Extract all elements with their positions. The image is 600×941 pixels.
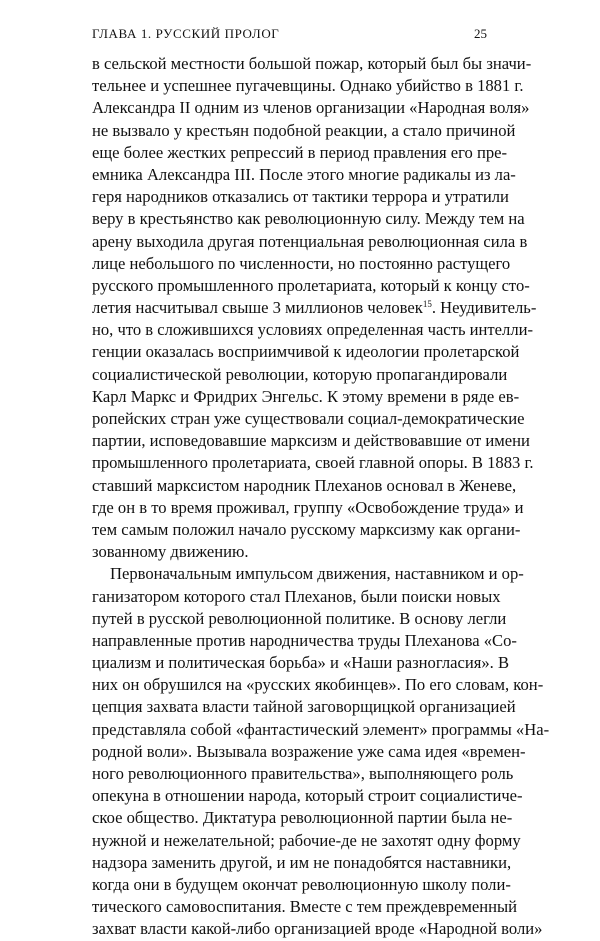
- text-line-with-footnote: [92, 297, 537, 319]
- text-line: опекуна в отношении народа, который строит социалистиче-: [92, 786, 523, 806]
- text-line: не вызвало у крестьян подобной реакции, а стало причиной: [92, 120, 516, 140]
- text-line: партии, исповедовавшие марксизм и действовавшие от имени: [92, 431, 530, 451]
- text-line: зованному движению.: [92, 542, 249, 562]
- paragraph-1: [92, 53, 537, 563]
- text-line: где он в то время проживал, группу «Освобождение труда» и: [92, 497, 524, 517]
- text-line: захват власти какой-либо организацией вроде «Народной воли»: [92, 919, 543, 939]
- text-line: представляла собой «фантастический элемент» программы «На-: [92, 719, 550, 739]
- text-line: промышленного пролетариата, своей главной опоры. В 1883 г.: [92, 453, 534, 473]
- text-line: ставший марксистом народник Плеханов основал в Женеве,: [92, 475, 517, 495]
- text-line: циализм и политическая борьба» и «Наши разногласия». В: [92, 653, 510, 673]
- text-line: русского промышленного пролетариата, который к концу сто-: [92, 275, 530, 295]
- page-number: 25: [474, 26, 487, 41]
- text-line: емника Александра III. После этого многие радикалы из ла-: [92, 164, 516, 184]
- text-line: направленные против народничества труды Плеханова «Со-: [92, 630, 517, 650]
- text-line: геря народников отказались от тактики террора и утратили: [92, 187, 509, 207]
- text-line: Первоначальным импульсом движения, наставником и ор-: [110, 564, 524, 584]
- text-line: ного революционного правительства», выполняющего роль: [92, 764, 514, 783]
- text-line: еще более жестких репрессий в период правления его пре-: [92, 142, 508, 162]
- text-line: Карл Маркс и Фридрих Энгельс. К этому времени в ряде ев-: [92, 386, 520, 406]
- text-line: тического самовоспитания. Вместе с тем преждевременный: [92, 897, 517, 917]
- text-line: ропейских стран уже существовали социал-демократические: [92, 409, 525, 428]
- paragraph-2: [92, 563, 550, 940]
- text-line: цепция захвата власти тайной заговорщицкой организацией: [92, 697, 516, 717]
- footnote-ref: 15: [422, 299, 432, 310]
- text-line: ганизатором которого стал Плеханов, были поиски новых: [92, 586, 501, 606]
- text-line: в сельской местности большой пожар, который был бы значи-: [92, 54, 532, 73]
- text-line: родной воли». Вызывала возражение уже сама идея «времен-: [92, 741, 526, 761]
- text-line-end: . Неудивитель-: [431, 298, 537, 318]
- text-line: ское общество. Диктатура революционной партии была не-: [92, 808, 513, 828]
- text-line-start: летия насчитывал свыше 3 миллионов человек: [92, 298, 423, 318]
- body-text: [92, 53, 550, 941]
- text-line: веру в крестьянство как революционную силу. Между тем на: [92, 209, 525, 229]
- text-line: но, что в сложившихся условиях определенная часть интелли-: [92, 320, 534, 340]
- text-line: тем самым положил начало русскому марксизму как органи-: [92, 519, 521, 539]
- text-line: нужной и нежелательной; рабочие-де не захотят одну форму: [92, 830, 521, 850]
- text-line: арену выходила другая потенциальная революционная сила в: [92, 231, 528, 251]
- text-line: них он обрушился на «русских якобинцев». По его словам, кон-: [92, 675, 544, 695]
- text-line: надзора заменить другой, и им не понадобятся наставники,: [92, 852, 512, 872]
- text-line: социалистической революции, которую пропагандировали: [92, 364, 508, 384]
- text-line: путей в русской революционной политике. В основу легли: [92, 608, 507, 628]
- text-line: тельнее и успешнее пугачевщины. Однако убийство в 1881 г.: [92, 76, 524, 96]
- text-line: когда они в будущем окончат революционную школу поли-: [92, 874, 511, 894]
- text-line: лице небольшого по численности, но постоянно растущего: [92, 253, 511, 273]
- running-header: [92, 26, 487, 42]
- text-line: Александра II одним из членов организации «Народная воля»: [92, 98, 530, 118]
- chapter-title: ГЛАВА 1. РУССКИЙ ПРОЛОГ: [92, 26, 280, 41]
- text-line: генции оказалась восприимчивой к идеологии пролетарской: [92, 342, 520, 362]
